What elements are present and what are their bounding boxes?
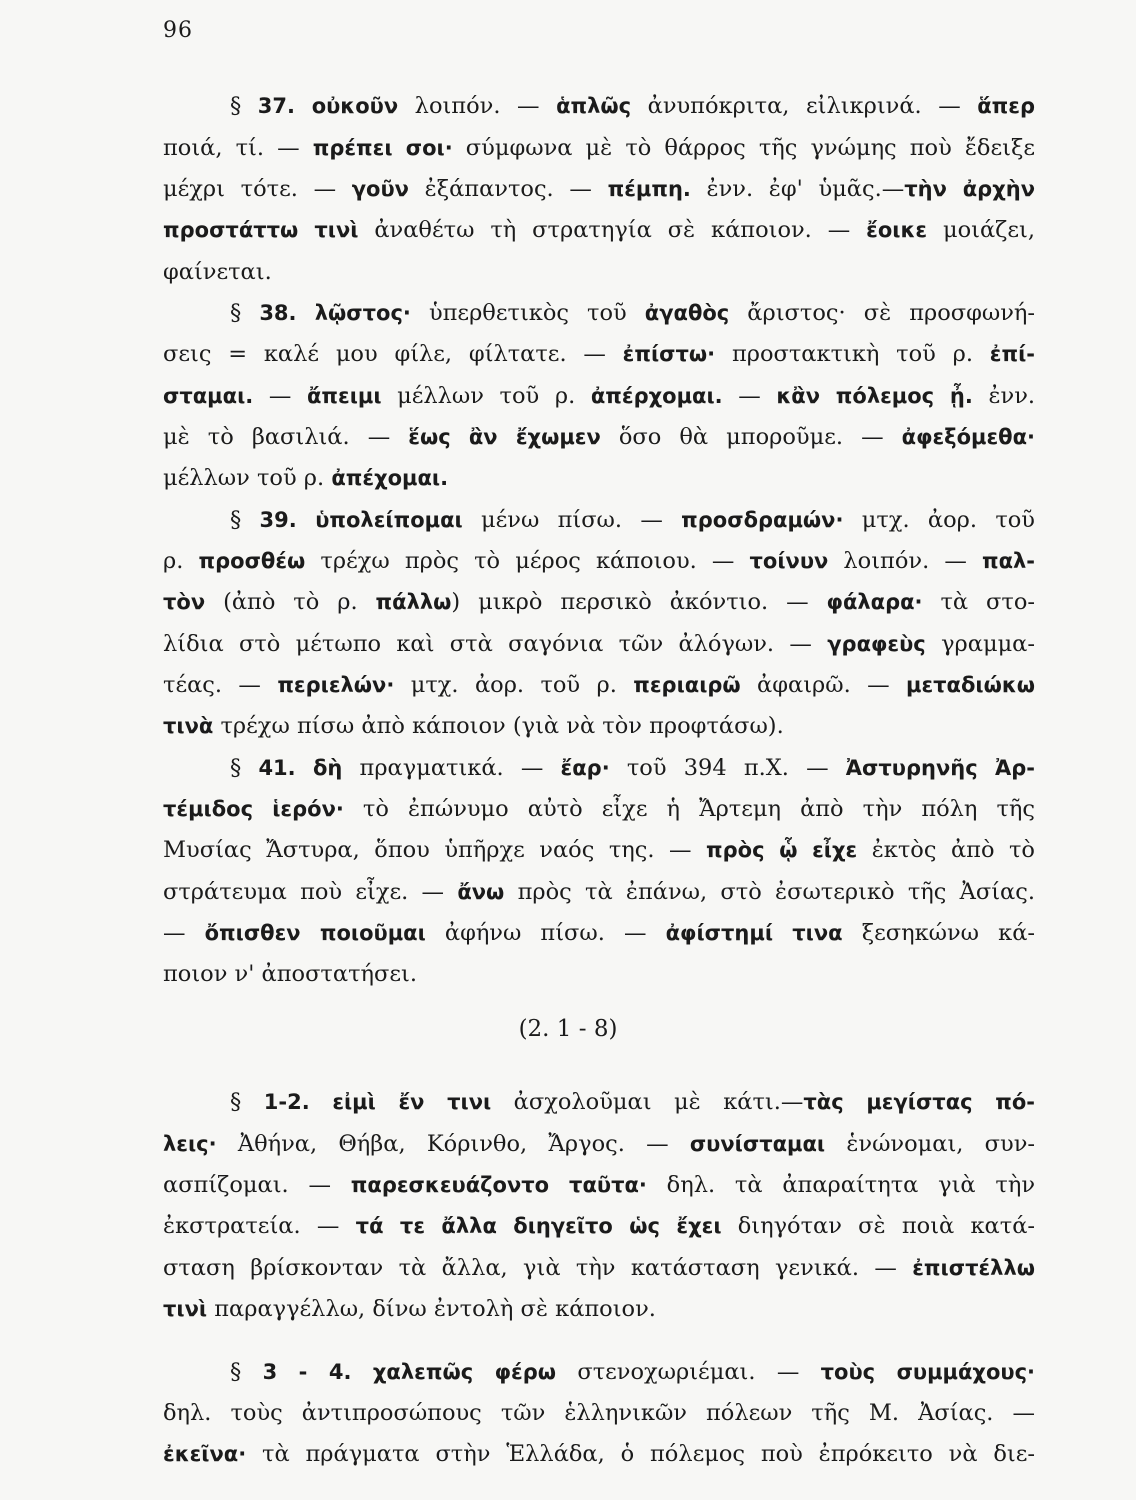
- bold-term: ἄνω: [457, 880, 505, 904]
- bold-term: ἀφεξόμεθα·: [901, 425, 1035, 449]
- text-line: ἐκστρατεία. — τά τε ἄλλα διηγεῖτο ὡς ἔχει διηγόταν σὲ ποιὰ κατά-: [163, 1213, 1035, 1239]
- text-line: στράτευμα ποὺ εἶχε. — ἄνω πρὸς τὰ ἐπάνω, στὸ ἐσωτερικὸ τῆς Ἀσίας.: [163, 879, 1036, 905]
- text-line: τινὰ τρέχω πίσω ἀπὸ κάποιον (γιὰ νὰ τὸν προφτάσω).: [163, 713, 784, 739]
- bold-term: τινὶ: [163, 1297, 208, 1321]
- bold-term: 41. δὴ: [258, 756, 343, 780]
- bold-term: τοίνυν: [749, 549, 829, 573]
- text-line: σεις = καλέ μου φίλε, φίλτατε. — ἐπίστω· προστακτικὴ τοῦ ρ. ἐπί-: [163, 341, 1035, 367]
- bold-term: ἁπλῶς: [556, 94, 632, 118]
- bold-term: συνίσταμαι: [689, 1132, 826, 1156]
- text-line: § 3 - 4. χαλεπῶς φέρω στενοχωριέμαι. — τοὺς συμμάχους·: [230, 1359, 1036, 1385]
- text-line: § 37. οὐκοῦν λοιπόν. — ἁπλῶς ἀνυπόκριτα, εἰλικρινά. — ἅπερ: [230, 93, 1036, 119]
- bold-term: τινὰ: [163, 714, 214, 738]
- bold-term: ἀγαθὸς: [644, 301, 730, 325]
- bold-term: περιελών·: [277, 673, 395, 697]
- bold-term: ἐκεῖνα·: [163, 1442, 247, 1466]
- text-line: σταμαι. — ἄπειμι μέλλων τοῦ ρ. ἀπέρχομαι. — κἂν πόλεμος ᾖ. ἐνν.: [163, 383, 1036, 409]
- text-line: ποιον ν' ἀποστατήσει.: [163, 961, 417, 987]
- section-heading: (2. 1 - 8): [518, 1016, 618, 1042]
- bold-term: πάλλω: [375, 590, 452, 614]
- text-line: § 41. δὴ πραγματικά. — ἔαρ· τοῦ 394 π.Χ. — Ἀστυρηνῆς Ἀρ-: [230, 755, 1036, 781]
- text-line: λεις· Ἀθήνα, Θήβα, Κόρινθο, Ἄργος. — συνίσταμαι ἑνώνομαι, συν-: [163, 1131, 1035, 1157]
- bold-term: σταμαι.: [163, 384, 254, 408]
- bold-term: τὴν ἀρχὴν: [904, 177, 1035, 201]
- text-line: ασπίζομαι. — παρεσκευάζοντο ταῦτα· δηλ. τὰ ἀπαραίτητα γιὰ τὴν: [163, 1172, 1035, 1198]
- text-line: τὸν (ἀπὸ τὸ ρ. πάλλω) μικρὸ περσικὸ ἀκόντιο. — φάλαρα· τὰ στο-: [163, 589, 1035, 615]
- bold-term: γραφεὺς: [827, 632, 926, 656]
- text-line: Μυσίας Ἄστυρα, ὅπου ὑπῆρχε ναός της. — πρὸς ᾧ εἶχε ἐκτὸς ἀπὸ τὸ: [163, 837, 1035, 863]
- bold-term: ἅπερ: [977, 94, 1036, 118]
- bold-term: Ἀστυρηνῆς Ἀρ-: [845, 756, 1036, 780]
- bold-term: ὄπισθεν ποιοῦμαι: [204, 921, 426, 945]
- bold-term: 1-2. εἰμὶ ἔν τινι: [263, 1090, 492, 1114]
- text-line: λίδια στὸ μέτωπο καὶ στὰ σαγόνια τῶν ἀλόγων. — γραφεὺς γραμμα-: [163, 631, 1035, 657]
- bold-term: ἄπειμι: [306, 384, 382, 408]
- bold-term: κἂν πόλεμος ᾖ.: [776, 384, 973, 408]
- bold-term: λεις·: [163, 1132, 217, 1156]
- text-line: § 38. λῷστος· ὑπερθετικὸς τοῦ ἀγαθὸς ἄριστος· σὲ προσφωνή-: [230, 300, 1035, 326]
- bold-term: 39. ὑπολείπομαι: [259, 508, 463, 532]
- text-line: § 39. ὑπολείπομαι μένω πίσω. — προσδραμών· μτχ. ἀορ. τοῦ: [230, 507, 1035, 533]
- text-line: μέλλων τοῦ ρ. ἀπέχομαι.: [163, 465, 449, 491]
- bold-term: πρέπει σοι·: [312, 136, 453, 160]
- bold-term: προσθέω: [198, 549, 306, 573]
- text-line: ἐκεῖνα· τὰ πράγματα στὴν Ἑλλάδα, ὁ πόλεμος ποὺ ἐπρόκειτο νὰ διε-: [163, 1441, 1035, 1467]
- text-line: ποιά, τί. — πρέπει σοι· σύμφωνα μὲ τὸ θάρρος τῆς γνώμης ποὺ ἔδειξε: [163, 135, 1035, 161]
- bold-term: τέμιδος ἱερόν·: [163, 797, 344, 821]
- text-line: τέας. — περιελών· μτχ. ἀορ. τοῦ ρ. περιαιρῶ ἀφαιρῶ. — μεταδιώκω: [163, 672, 1036, 698]
- bold-term: προστάττω τινὶ: [163, 218, 359, 242]
- bold-term: τοὺς συμμάχους·: [820, 1360, 1036, 1384]
- bold-term: φάλαρα·: [826, 590, 923, 614]
- bold-term: 37. οὐκοῦν: [257, 94, 399, 118]
- bold-term: παρεσκευάζοντο ταῦτα·: [350, 1173, 647, 1197]
- bold-term: ἔαρ·: [560, 756, 610, 780]
- bold-term: 38. λῷστος·: [259, 301, 411, 325]
- bold-term: ἀφίστημί τινα: [665, 921, 843, 945]
- bold-term: μεταδιώκω: [906, 673, 1036, 697]
- page-number: 96: [163, 18, 193, 43]
- bold-term: ἔοικε: [866, 218, 928, 242]
- bold-term: προσδραμών·: [681, 508, 844, 532]
- bold-term: πρὸς ᾧ εἶχε: [706, 838, 858, 862]
- text-line: μέχρι τότε. — γοῦν ἐξάπαντος. — πέμπη. ἐνν. ἐφ' ὑμᾶς.—τὴν ἀρχὴν: [163, 176, 1035, 202]
- bold-term: τά τε ἄλλα διηγεῖτο ὡς ἔχει: [355, 1214, 722, 1238]
- bold-term: πέμπη.: [607, 177, 691, 201]
- text-line: μὲ τὸ βασιλιά. — ἕως ἂν ἔχωμεν ὅσο θὰ μποροῦμε. — ἀφεξόμεθα·: [163, 424, 1035, 450]
- bold-term: παλ-: [981, 549, 1035, 573]
- text-line: ρ. προσθέω τρέχω πρὸς τὸ μέρος κάποιου. — τοίνυν λοιπόν. — παλ-: [163, 548, 1035, 574]
- text-line: δηλ. τοὺς ἀντιπροσώπους τῶν ἑλληνικῶν πόλεων τῆς Μ. Ἀσίας. —: [163, 1400, 1035, 1426]
- text-line: — ὄπισθεν ποιοῦμαι ἀφήνω πίσω. — ἀφίστημί τινα ξεσηκώνω κά-: [163, 920, 1035, 946]
- text-line: τινὶ παραγγέλλω, δίνω ἐντολὴ σὲ κάποιον.: [163, 1296, 656, 1322]
- bold-term: ἀπέρχομαι.: [590, 384, 723, 408]
- text-line: φαίνεται.: [163, 259, 272, 285]
- text-line: προστάττω τινὶ ἀναθέτω τὴ στρατηγία σὲ κάποιον. — ἔοικε μοιάζει,: [163, 217, 1035, 243]
- bold-term: ἀπέχομαι.: [331, 466, 449, 490]
- bold-term: 3 - 4. χαλεπῶς φέρω: [262, 1360, 557, 1384]
- bold-term: ἐπιστέλλω: [912, 1256, 1035, 1280]
- text-line: τέμιδος ἱερόν· τὸ ἐπώνυμο αὐτὸ εἶχε ἡ Ἄρτεμη ἀπὸ τὴν πόλη τῆς: [163, 796, 1035, 822]
- bold-term: περιαιρῶ: [633, 673, 741, 697]
- bold-term: τὰς μεγίστας πό-: [803, 1090, 1035, 1114]
- bold-term: ἐπίστω·: [622, 342, 716, 366]
- text-line: σταση βρίσκονταν τὰ ἄλλα, γιὰ τὴν κατάσταση γενικά. — ἐπιστέλλω: [163, 1255, 1035, 1281]
- text-line: § 1-2. εἰμὶ ἔν τινι ἀσχολοῦμαι μὲ κάτι.—τὰς μεγίστας πό-: [230, 1089, 1035, 1115]
- bold-term: ἕως ἂν ἔχωμεν: [408, 425, 601, 449]
- bold-term: γοῦν: [351, 177, 409, 201]
- bold-term: ἐπί-: [989, 342, 1035, 366]
- bold-term: τὸν: [163, 590, 206, 614]
